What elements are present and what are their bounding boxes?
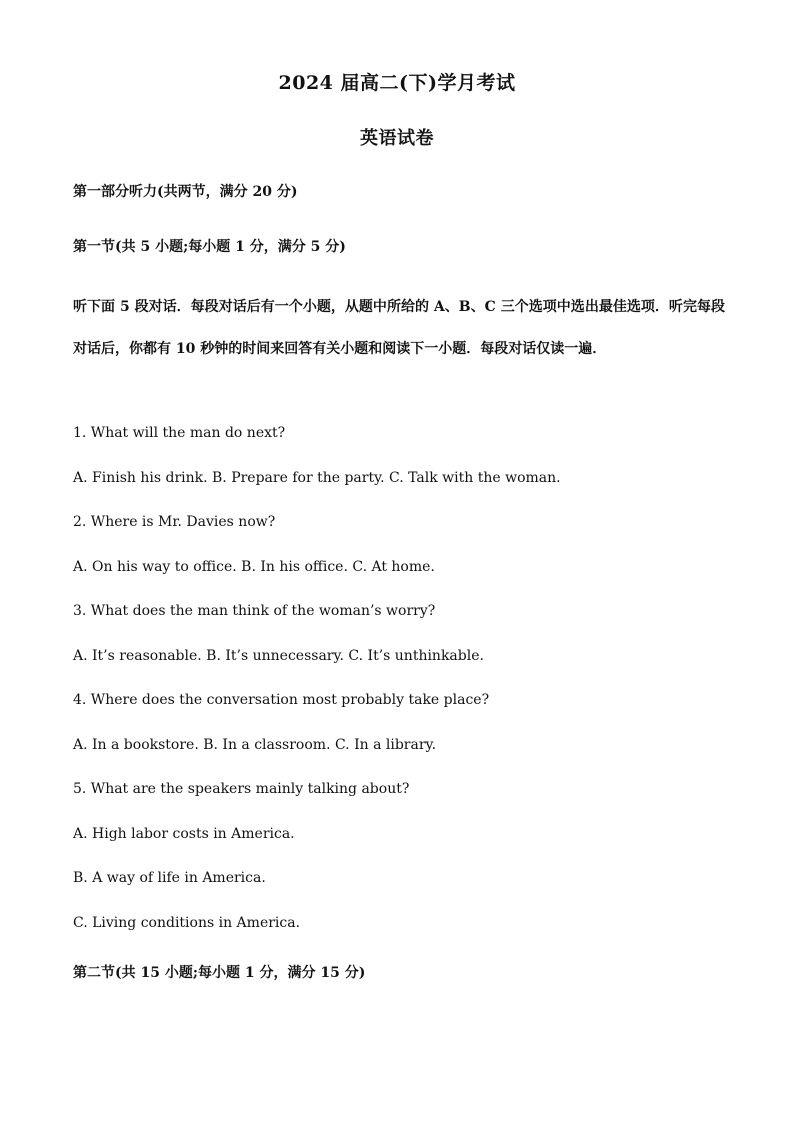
- instructions-paragraph: 听下面 5 段对话．每段对话后有一个小题，从题中所给的 A、B、C 三个选项中选出最佳选项．听完每段对话后，你都有 10 秒钟的时间来回答有关小题和阅读下一小题．每段对话仅读一遍．: [73, 299, 725, 357]
- option-5c: C. Living conditions in America.: [73, 915, 301, 931]
- part-heading: 第一部分听力(共两节，满分 20 分): [73, 184, 298, 200]
- question-3: 3. What does the man think of the woman’s worry?: [73, 603, 436, 619]
- options-3: A. It’s reasonable. B. It’s unnecessary. C. It’s unthinkable.: [73, 648, 484, 664]
- options-2: A. On his way to office. B. In his office. C. At home.: [73, 559, 435, 575]
- question-2: 2. Where is Mr. Davies now?: [73, 514, 276, 530]
- options-4: A. In a bookstore. B. In a classroom. C. In a library.: [73, 737, 437, 753]
- options-1: A. Finish his drink. B. Prepare for the party. C. Talk with the woman.: [73, 470, 561, 486]
- page-title: 2024 届高二(下)学月考试: [278, 72, 516, 94]
- section-heading-2: 第二节(共 15 小题;每小题 1 分，满分 15 分): [73, 965, 366, 981]
- option-5b: B. A way of life in America.: [73, 870, 266, 886]
- page-subtitle: 英语试卷: [360, 128, 434, 149]
- question-4: 4. Where does the conversation most probably take place?: [73, 692, 490, 708]
- question-5: 5. What are the speakers mainly talking about?: [73, 781, 410, 797]
- question-1: 1. What will the man do next?: [73, 425, 286, 441]
- section-heading: 第一节(共 5 小题;每小题 1 分，满分 5 分): [73, 239, 346, 255]
- option-5a: A. High labor costs in America.: [73, 826, 295, 842]
